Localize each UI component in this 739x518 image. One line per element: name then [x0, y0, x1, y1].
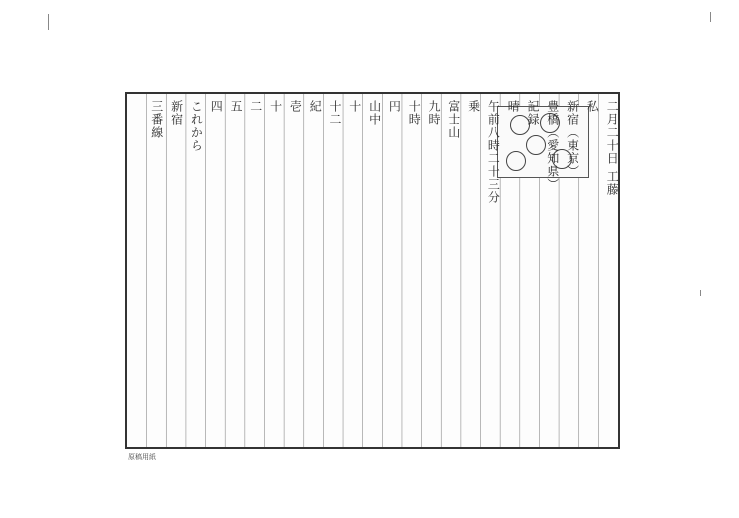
scan-mark: [48, 14, 49, 30]
manuscript-column: 三番線: [149, 100, 164, 139]
manuscript-sheet: [125, 92, 620, 449]
scan-mark: [710, 12, 711, 22]
manuscript-column: 晴: [506, 100, 521, 113]
manuscript-column: 壱: [288, 100, 303, 113]
manuscript-column: 午前八時二十三分: [486, 100, 501, 204]
manuscript-column: 円: [387, 100, 402, 113]
approval-stamp: [506, 151, 526, 171]
footer-label: 原稿用紙: [128, 453, 156, 461]
manuscript-column: 私: [585, 100, 600, 113]
manuscript-column: 富士山: [446, 100, 461, 139]
manuscript-column: 記録: [526, 100, 540, 126]
manuscript-column: 紀: [308, 100, 323, 113]
manuscript-column: これから: [189, 100, 204, 152]
manuscript-column: 二月二十日 工藤: [605, 100, 620, 196]
manuscript-column: 五: [229, 100, 243, 113]
manuscript-column: 十: [347, 100, 362, 113]
manuscript-column: 新宿（東京）: [565, 100, 580, 178]
scan-mark: [700, 290, 701, 296]
manuscript-column: 十: [268, 100, 283, 113]
manuscript-column: 四: [209, 100, 224, 113]
manuscript-column: 九時: [427, 100, 441, 126]
manuscript-column: 新宿: [169, 100, 184, 126]
manuscript-column: 十二: [328, 100, 342, 126]
manuscript-column: 乗: [466, 100, 481, 113]
manuscript-column: 山中: [367, 100, 382, 126]
manuscript-column: 豊橋（愛知県）: [545, 100, 560, 191]
manuscript-column: 十時: [407, 100, 422, 126]
manuscript-column: 二: [248, 100, 263, 113]
